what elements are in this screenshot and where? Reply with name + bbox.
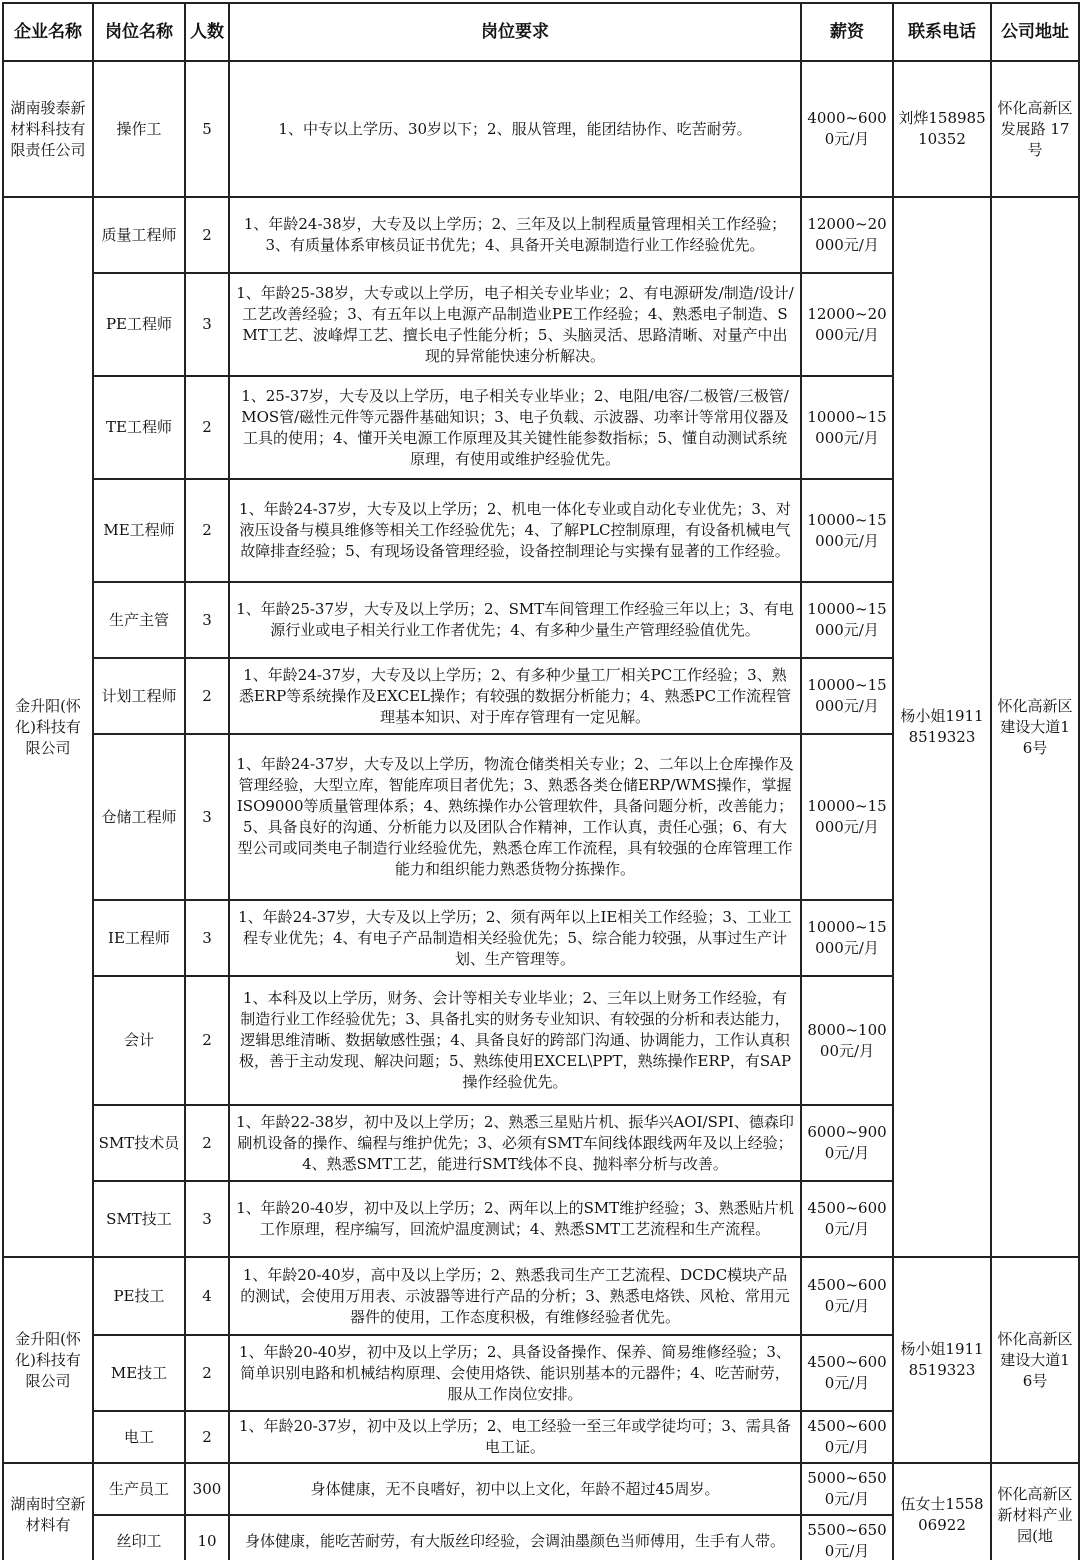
position-title: PE技工 xyxy=(93,1257,185,1335)
contact-phone: 刘烨15898510352 xyxy=(893,61,991,197)
salary: 6000~9000元/月 xyxy=(801,1105,893,1181)
position-title: IE工程师 xyxy=(93,900,185,976)
salary: 10000~15000元/月 xyxy=(801,376,893,479)
headcount: 3 xyxy=(185,273,229,376)
position-title: ME技工 xyxy=(93,1335,185,1411)
job-requirements: 1、年龄24-37岁，大专及以上学历；2、有多种少量工厂相关PC工作经验；3、熟悉ERP等系统操作及EXCEL操作；有较强的数据分析能力；4、熟悉PC工作流程管理基本知识、对于库存管理有一定见解。 xyxy=(229,658,801,734)
job-requirements: 1、年龄20-40岁，初中及以上学历；2、两年以上的SMT维护经验；3、熟悉贴片机工作原理，程序编写，回流炉温度测试；4、熟悉SMT工艺流程和生产流程。 xyxy=(229,1181,801,1257)
salary: 10000~15000元/月 xyxy=(801,900,893,976)
headcount: 2 xyxy=(185,1411,229,1463)
salary: 12000~20000元/月 xyxy=(801,273,893,376)
headcount: 5 xyxy=(185,61,229,197)
headcount: 3 xyxy=(185,734,229,900)
job-requirements: 1、年龄25-37岁，大专及以上学历；2、SMT车间管理工作经验三年以上；3、有电源行业或电子相关行业工作者优先；4、有多种少量生产管理经验值优先。 xyxy=(229,582,801,658)
position-title: SMT技术员 xyxy=(93,1105,185,1181)
job-table xyxy=(2,2,1080,1560)
job-row xyxy=(3,1257,1079,1335)
job-requirements: 1、年龄24-37岁，大专及以上学历，物流仓储类相关专业；2、二年以上仓库操作及管理经验，大型立库，智能库项目者优先；3、熟悉各类仓储ERP/WMS操作，掌握ISO9000等质量管理体系；4、熟练操作办公管理软件，具备问题分析，改善能力；5、具备良好的沟通、分析能力以及团队合作精神，工作认真，责任心强；6、有大型公司或同类电子制造行业经验优先，熟悉仓库工作流程，具有较强的仓库管理工作能力和组织能力熟悉货物分拣操作。 xyxy=(229,734,801,900)
company-name: 湖南时空新材料有 xyxy=(3,1463,93,1560)
job-requirements: 1、年龄24-37岁，大专及以上学历；2、须有两年以上IE相关工作经验；3、工业工程专业优先；4、有电子产品制造相关经验优先；5、综合能力较强，从事过生产计划、生产管理等。 xyxy=(229,900,801,976)
job-requirements: 1、年龄25-38岁，大专或以上学历，电子相关专业毕业；2、有电源研发/制造/设计/工艺改善经验；3、有五年以上电源产品制造业PE工作经验；4、熟悉电子制造、SMT工艺、波峰焊工艺、擅长电子性能分析；5、头脑灵活、思路清晰、对量产中出现的异常能快速分析解决。 xyxy=(229,273,801,376)
salary: 8000~10000元/月 xyxy=(801,976,893,1105)
salary: 5500~6500元/月 xyxy=(801,1515,893,1560)
job-requirements: 1、年龄24-37岁，大专及以上学历；2、机电一体化专业或自动化专业优先；3、对液压设备与模具维修等相关工作经验优先；4、了解PLC控制原理，有设备机械电气故障排查经验；5、有现场设备管理经验，设备控制理论与实操有显著的工作经验。 xyxy=(229,479,801,582)
headcount: 2 xyxy=(185,376,229,479)
contact-phone: 杨小姐19118519323 xyxy=(893,1257,991,1463)
company-address: 怀化高新区建设大道16号 xyxy=(991,197,1079,1257)
salary: 4500~6000元/月 xyxy=(801,1335,893,1411)
position-title: SMT技工 xyxy=(93,1181,185,1257)
header-row xyxy=(3,3,1079,61)
position-title: 丝印工 xyxy=(93,1515,185,1560)
position-title: 生产主管 xyxy=(93,582,185,658)
position-title: TE工程师 xyxy=(93,376,185,479)
headcount: 2 xyxy=(185,1105,229,1181)
salary: 10000~15000元/月 xyxy=(801,734,893,900)
position-title: ME工程师 xyxy=(93,479,185,582)
job-requirements: 1、年龄22-38岁，初中及以上学历；2、熟悉三星贴片机、振华兴AOI/SPI、德森印刷机设备的操作、编程与维护优先；3、必须有SMT车间线体跟线两年及以上经验；4、熟悉SMT工艺，能进行SMT线体不良、抛料率分析与改善。 xyxy=(229,1105,801,1181)
job-requirements: 1、年龄20-37岁，初中及以上学历；2、电工经验一至三年或学徒均可；3、需具备电工证。 xyxy=(229,1411,801,1463)
job-requirements: 身体健康，能吃苦耐劳，有大版丝印经验，会调油墨颜色当师傅用，生手有人带。 xyxy=(229,1515,801,1560)
company-name: 湖南骏泰新材料科技有限责任公司 xyxy=(3,61,93,197)
company-address: 怀化高新区建设大道16号 xyxy=(991,1257,1079,1463)
headcount: 3 xyxy=(185,582,229,658)
salary: 4500~6000元/月 xyxy=(801,1411,893,1463)
position-title: 仓储工程师 xyxy=(93,734,185,900)
company-address: 怀化高新区新材料产业园(地 xyxy=(991,1463,1079,1560)
salary: 5000~6500元/月 xyxy=(801,1463,893,1515)
headcount: 10 xyxy=(185,1515,229,1560)
position-title: 会计 xyxy=(93,976,185,1105)
salary: 10000~15000元/月 xyxy=(801,658,893,734)
job-requirements: 身体健康，无不良嗜好，初中以上文化，年龄不超过45周岁。 xyxy=(229,1463,801,1515)
header-salary: 薪资 xyxy=(801,3,893,61)
job-row xyxy=(3,197,1079,273)
headcount: 2 xyxy=(185,197,229,273)
headcount: 2 xyxy=(185,479,229,582)
position-title: 电工 xyxy=(93,1411,185,1463)
contact-phone: 伍女士155806922 xyxy=(893,1463,991,1560)
headcount: 2 xyxy=(185,658,229,734)
job-requirements: 1、本科及以上学历，财务、会计等相关专业毕业；2、三年以上财务工作经验，有制造行业工作经验优先；3、具备扎实的财务专业知识、有较强的分析和表达能力，逻辑思维清晰、数据敏感性强；4、具备良好的跨部门沟通、协调能力，工作认真积极，善于主动发现、解决问题；5、熟练使用EXCEL\PPT，熟练操作ERP，有SAP操作经验优先。 xyxy=(229,976,801,1105)
contact-phone: 杨小姐19118519323 xyxy=(893,197,991,1257)
header-contact: 联系电话 xyxy=(893,3,991,61)
job-requirements: 1、25-37岁，大专及以上学历，电子相关专业毕业；2、电阻/电容/二极管/三极管/MOS管/磁性元件等元器件基础知识；3、电子负载、示波器、功率计等常用仪器及工具的使用；4、懂开关电源工作原理及其关键性能参数指标；5、懂自动测试系统原理，有使用或维护经验优先。 xyxy=(229,376,801,479)
position-title: PE工程师 xyxy=(93,273,185,376)
company-address: 怀化高新区发展路 17 号 xyxy=(991,61,1079,197)
position-title: 操作工 xyxy=(93,61,185,197)
header-address: 公司地址 xyxy=(991,3,1079,61)
salary: 10000~15000元/月 xyxy=(801,479,893,582)
salary: 4000~6000元/月 xyxy=(801,61,893,197)
company-name: 金升阳(怀化)科技有限公司 xyxy=(3,1257,93,1463)
header-count: 人数 xyxy=(185,3,229,61)
headcount: 2 xyxy=(185,976,229,1105)
job-requirements: 1、年龄24-38岁，大专及以上学历；2、三年及以上制程质量管理相关工作经验；3、有质量体系审核员证书优先；4、具备开关电源制造行业工作经验优先。 xyxy=(229,197,801,273)
salary: 10000~15000元/月 xyxy=(801,582,893,658)
salary: 12000~20000元/月 xyxy=(801,197,893,273)
headcount: 300 xyxy=(185,1463,229,1515)
company-name: 金升阳(怀化)科技有限公司 xyxy=(3,197,93,1257)
header-company: 企业名称 xyxy=(3,3,93,61)
job-requirements: 1、年龄20-40岁，初中及以上学历；2、具备设备操作、保养、简易维修经验；3、简单识别电路和机械结构原理、会使用烙铁、能识别基本的元器件；4、吃苦耐劳，服从工作岗位安排。 xyxy=(229,1335,801,1411)
job-requirements: 1、年龄20-40岁，高中及以上学历；2、熟悉我司生产工艺流程、DCDC模块产品的测试，会使用万用表、示波器等进行产品的分析；3、熟悉电烙铁、风枪、常用元器件的使用，工作态度积极，有维修经验者优先。 xyxy=(229,1257,801,1335)
header-requirements: 岗位要求 xyxy=(229,3,801,61)
headcount: 4 xyxy=(185,1257,229,1335)
position-title: 计划工程师 xyxy=(93,658,185,734)
headcount: 3 xyxy=(185,1181,229,1257)
header-position: 岗位名称 xyxy=(93,3,185,61)
headcount: 3 xyxy=(185,900,229,976)
position-title: 生产员工 xyxy=(93,1463,185,1515)
salary: 4500~6000元/月 xyxy=(801,1181,893,1257)
headcount: 2 xyxy=(185,1335,229,1411)
position-title: 质量工程师 xyxy=(93,197,185,273)
job-requirements: 1、中专以上学历、30岁以下；2、服从管理，能团结协作、吃苦耐劳。 xyxy=(229,61,801,197)
salary: 4500~6000元/月 xyxy=(801,1257,893,1335)
job-row xyxy=(3,1463,1079,1515)
job-row xyxy=(3,61,1079,197)
